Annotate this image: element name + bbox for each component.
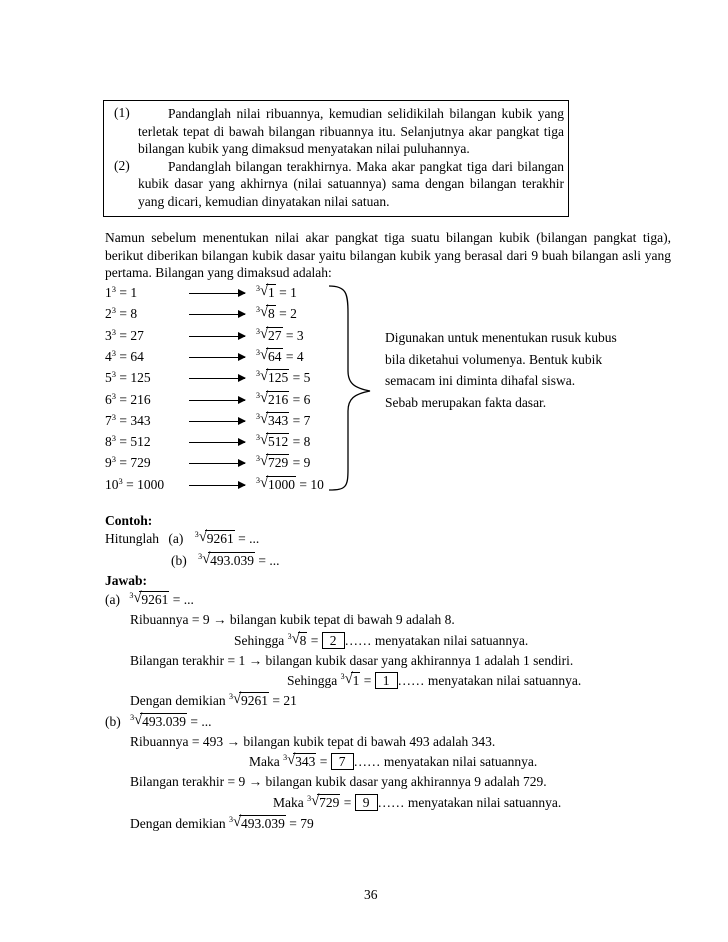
cube-power-entry: $1^3 = 1$	[105, 284, 138, 300]
answer-box: 2	[322, 632, 345, 649]
jawab-a-title: (a) 3 √ 9261 = ...	[105, 590, 194, 607]
ellipsis: ...	[249, 531, 260, 546]
contoh-a-label: (a)	[168, 531, 184, 546]
jawab-b-conclusion: Dengan demikian 3 √ 493.039 = 79	[130, 814, 314, 831]
cube-root: 3 √ 1	[340, 671, 360, 688]
cube-root: 3 √ 9261	[194, 529, 234, 546]
rule-item-2	[112, 158, 564, 211]
answer-box: 7	[331, 753, 354, 770]
contoh-heading: Contoh:	[105, 513, 153, 528]
rule-item-1	[112, 105, 564, 158]
rule-item-text: Pandanglah bilangan terakhirnya. Maka akar pangkat tiga dari bilangan kubik dasar yang akhirnya (nilai satuannya) sama dengan bilangan terakhir yang dicari, kemudian dinyatakan nilai satuan.	[138, 158, 564, 209]
right-arrow-icon	[189, 378, 245, 379]
jawab-b-line3: Bilangan terakhir = 9 → bilangan kubik dasar yang akhirannya 9 adalah 729.	[130, 774, 547, 789]
jawab-a-conclusion: Dengan demikian 3 √ 9261 = 21	[130, 691, 297, 708]
jawab-a-line3: Bilangan terakhir = 1 → bilangan kubik dasar yang akhirannya 1 adalah 1 sendiri.	[130, 653, 574, 668]
right-arrow-icon	[189, 400, 245, 401]
cube-power-entry: $7^3 = 343$	[105, 411, 151, 428]
cube-root: 3 √ 343	[283, 752, 316, 769]
cube-root-entry: 3 √ 343 = 7	[256, 410, 311, 428]
cube-power-entry: $6^3 = 216$	[105, 390, 151, 407]
right-arrow-icon	[189, 485, 245, 486]
jawab-a-line2: Sehingga 3 √ 8 = 2 …… menyatakan nilai satuannya.	[234, 631, 529, 648]
hitung-label: Hitunglah	[105, 531, 159, 546]
cube-root: 3 √ 9261	[129, 590, 169, 607]
intro-paragraph: Namun sebelum menentukan nilai akar pangkat tiga suatu bilangan kubik (bilangan pangkat tiga), berikut diberikan bilangan kubik dasar yaitu bilangan kubik yang berasal dari 9 buah bilangan asli yang pertama. Bilangan yang dimaksud adalah:	[105, 230, 671, 280]
cube-root: 3 √ 9261	[228, 691, 268, 708]
curly-brace	[326, 283, 376, 493]
side-note	[385, 327, 617, 413]
jawab-a-line1: Ribuannya = 9 → bilangan kubik tepat di bawah 9 adalah 8.	[130, 612, 455, 627]
side-note-line: bila diketahui volumenya. Bentuk kubik	[385, 351, 603, 367]
cube-power-entry: $8^3 = 512$	[105, 433, 151, 450]
cube-root: 3 √ 729	[307, 793, 340, 810]
side-note-line: Digunakan untuk menentukan rusuk kubus	[385, 330, 617, 345]
cube-root-entry: 3 √ 512 = 8	[256, 432, 311, 450]
cube-root: 3 √ 493.039	[198, 551, 254, 568]
cube-power-entry: $5^3 = 125$	[105, 369, 151, 386]
cube-power-entry: $4^3 = 64$	[105, 347, 144, 364]
cube-root-entry: 3 √ 125 = 5	[256, 368, 311, 386]
right-arrow-icon	[189, 463, 245, 464]
cube-root-entry: 3 √ 1 = 1	[256, 283, 297, 300]
cube-power-entry: $9^3 = 729$	[105, 454, 151, 471]
right-arrow-icon	[189, 442, 245, 443]
rule-item-number: (2)	[114, 157, 130, 173]
right-arrow-icon	[189, 336, 245, 337]
cube-root: 3 √ 493.039	[130, 712, 186, 729]
contoh-b-label: (b)	[171, 553, 187, 568]
side-note-line: semacam ini diminta dihafal siswa.	[385, 373, 576, 388]
contoh-a: Hitunglah (a) 3 √ 9261 = ...	[105, 529, 260, 546]
cube-root-entry: 3 √ 64 = 4	[256, 346, 304, 364]
cube-root: 3 √ 8	[287, 631, 307, 648]
jawab-b-title: (b) 3 √ 493.039 = ...	[105, 712, 212, 729]
right-arrow-icon	[189, 421, 245, 422]
right-arrow-icon	[189, 314, 245, 315]
cube-power-entry: $2^3 = 8$	[105, 305, 138, 322]
page-number: 36	[364, 887, 378, 902]
cube-root-entry: 3 √ 27 = 3	[256, 325, 304, 343]
contoh-b: (b) 3 √ 493.039 = ...	[171, 551, 280, 568]
cube-root: 3 √ 493.039	[228, 814, 285, 831]
cube-root-entry: 3 √ 1000 = 10	[256, 474, 324, 492]
ellipsis: ...	[269, 553, 280, 568]
side-note-line: Sebab merupakan fakta dasar.	[385, 394, 547, 410]
cube-root-entry: 3 √ 8 = 2	[256, 304, 297, 322]
right-arrow-icon	[189, 357, 245, 358]
cube-root-entry: 3 √ 216 = 6	[256, 389, 311, 407]
jawab-b-line4: Maka 3 √ 729 = 9 …… menyatakan nilai satuannya.	[273, 793, 562, 810]
jawab-a-line4: Sehingga 3 √ 1 = 1 …… menyatakan nilai satuannya.	[287, 671, 582, 688]
right-arrow-icon	[189, 293, 245, 294]
cube-power-entry: $10^3 = 1000$	[105, 475, 165, 492]
jawab-b-line2: Maka 3 √ 343 = 7 …… menyatakan nilai satuannya.	[249, 752, 538, 769]
rule-item-number: (1)	[114, 105, 130, 120]
rule-item-text: Pandanglah nilai ribuannya, kemudian selidikilah bilangan kubik yang terletak tepat di bawah bilangan ribuannya itu. Selanjutnya akar pangkat tiga bilangan kubik yang dimaksud menyatakan nilai puluhannya.	[138, 106, 564, 156]
answer-box: 1	[375, 672, 398, 689]
cube-root-entry: 3 √ 729 = 9	[256, 453, 311, 471]
jawab-heading: Jawab:	[105, 573, 148, 588]
jawab-b-line1: Ribuannya = 493 → bilangan kubik tepat di bawah 493 adalah 343.	[130, 734, 496, 749]
cube-power-entry: $3^3 = 27$	[105, 326, 144, 343]
rules-box	[103, 100, 569, 217]
answer-box: 9	[355, 794, 378, 811]
